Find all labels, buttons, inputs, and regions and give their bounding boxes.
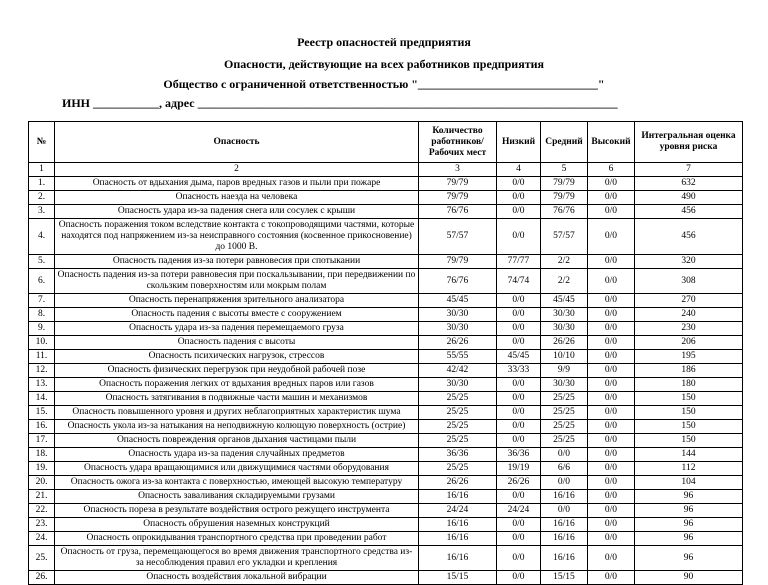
medium-risk-cell: 30/30	[541, 322, 588, 336]
low-risk-cell: 45/45	[497, 350, 541, 364]
medium-risk-cell: 45/45	[541, 294, 588, 308]
high-risk-cell: 0/0	[588, 420, 635, 434]
high-risk-cell: 0/0	[588, 546, 635, 571]
document-subtitle: Опасности, действующие на всех работников предприятия	[223, 57, 544, 71]
table-row	[29, 406, 743, 420]
row-number-cell: 15.	[29, 406, 55, 420]
hazard-name-cell: Опасность поражения током вследствие контакта с токопроводящими частями, которые находятся под напряжением из-за неисправного состояния (косвенное прикосновение) до 1000 В.	[55, 219, 419, 255]
row-number-cell: 20.	[29, 476, 55, 490]
low-risk-cell: 0/0	[497, 420, 541, 434]
hazard-name-cell: Опасность обрушения наземных конструкций	[55, 518, 419, 532]
medium-risk-cell: 76/76	[541, 205, 588, 219]
integral-risk-cell: 270	[635, 294, 743, 308]
organization-quote: "	[597, 77, 605, 91]
hazard-name-cell: Опасность перенапряжения зрительного анализатора	[55, 294, 419, 308]
worker-count-cell: 26/26	[419, 476, 497, 490]
table-row	[29, 546, 743, 571]
table-row	[29, 219, 743, 255]
low-risk-cell: 0/0	[497, 571, 541, 585]
table-row	[29, 308, 743, 322]
low-risk-cell: 19/19	[497, 462, 541, 476]
hazard-name-cell: Опасность от вдыхания дыма, паров вредных газов и пыли при пожаре	[55, 177, 419, 191]
integral-risk-cell: 96	[635, 504, 743, 518]
integral-risk-cell: 490	[635, 191, 743, 205]
table-row	[29, 255, 743, 269]
medium-risk-cell: 15/15	[541, 571, 588, 585]
inn-address-line	[62, 95, 698, 111]
table-body	[29, 177, 743, 585]
medium-risk-cell: 25/25	[541, 420, 588, 434]
column-number-cell: 7	[635, 163, 743, 177]
medium-risk-cell: 26/26	[541, 336, 588, 350]
table-row	[29, 504, 743, 518]
table-row	[29, 532, 743, 546]
integral-risk-cell: 240	[635, 308, 743, 322]
worker-count-cell: 25/25	[419, 462, 497, 476]
hazard-name-cell: Опасность удара из-за падения случайных предметов	[55, 448, 419, 462]
address-label: , адрес	[159, 96, 198, 110]
table-row	[29, 350, 743, 364]
low-risk-cell: 0/0	[497, 294, 541, 308]
worker-count-cell: 76/76	[419, 269, 497, 294]
table-row	[29, 364, 743, 378]
high-risk-cell: 0/0	[588, 490, 635, 504]
high-risk-cell: 0/0	[588, 350, 635, 364]
inn-blank: ___________	[93, 96, 160, 110]
medium-risk-cell: 16/16	[541, 490, 588, 504]
column-header-worker-count: Количество работников/ Рабочих мест	[419, 122, 497, 163]
organization-label: Общество с ограниченной ответственностью "	[163, 77, 418, 91]
integral-risk-cell: 230	[635, 322, 743, 336]
integral-risk-cell: 150	[635, 420, 743, 434]
low-risk-cell: 0/0	[497, 434, 541, 448]
worker-count-cell: 79/79	[419, 191, 497, 205]
medium-risk-cell: 25/25	[541, 434, 588, 448]
row-number-cell: 22.	[29, 504, 55, 518]
high-risk-cell: 0/0	[588, 269, 635, 294]
organization-name-blank: ______________________________	[417, 77, 598, 91]
worker-count-cell: 36/36	[419, 448, 497, 462]
row-number-cell: 12.	[29, 364, 55, 378]
medium-risk-cell: 10/10	[541, 350, 588, 364]
worker-count-cell: 30/30	[419, 308, 497, 322]
row-number-cell: 16.	[29, 420, 55, 434]
row-number-cell: 6.	[29, 269, 55, 294]
organization-line	[0, 76, 768, 92]
integral-risk-cell: 96	[635, 532, 743, 546]
integral-risk-cell: 308	[635, 269, 743, 294]
low-risk-cell: 33/33	[497, 364, 541, 378]
column-header-integral-risk: Интегральная оценка уровня риска	[635, 122, 743, 163]
high-risk-cell: 0/0	[588, 434, 635, 448]
low-risk-cell: 0/0	[497, 406, 541, 420]
medium-risk-cell: 79/79	[541, 191, 588, 205]
worker-count-cell: 16/16	[419, 532, 497, 546]
low-risk-cell: 74/74	[497, 269, 541, 294]
hazard-name-cell: Опасность укола из-за натыкания на неподвижную колющую поверхность (острие)	[55, 420, 419, 434]
hazard-name-cell: Опасность психических нагрузок, стрессов	[55, 350, 419, 364]
column-header-low: Низкий	[497, 122, 541, 163]
document-title: Реестр опасностей предприятия	[297, 35, 471, 49]
row-number-cell: 24.	[29, 532, 55, 546]
medium-risk-cell: 25/25	[541, 406, 588, 420]
worker-count-cell: 55/55	[419, 350, 497, 364]
medium-risk-cell: 0/0	[541, 504, 588, 518]
high-risk-cell: 0/0	[588, 308, 635, 322]
low-risk-cell: 0/0	[497, 191, 541, 205]
hazard-name-cell: Опасность воздействия локальной вибрации	[55, 571, 419, 585]
table-row	[29, 448, 743, 462]
medium-risk-cell: 6/6	[541, 462, 588, 476]
table-row	[29, 191, 743, 205]
hazard-name-cell: Опасность падения из-за потери равновесия при поскальзывании, при передвижении по скользким поверхностям или мокрым полам	[55, 269, 419, 294]
row-number-cell: 5.	[29, 255, 55, 269]
low-risk-cell: 0/0	[497, 177, 541, 191]
worker-count-cell: 79/79	[419, 177, 497, 191]
column-number-cell: 4	[497, 163, 541, 177]
low-risk-cell: 0/0	[497, 518, 541, 532]
high-risk-cell: 0/0	[588, 448, 635, 462]
integral-risk-cell: 144	[635, 448, 743, 462]
table-row	[29, 392, 743, 406]
medium-risk-cell: 0/0	[541, 448, 588, 462]
table-row	[29, 378, 743, 392]
high-risk-cell: 0/0	[588, 336, 635, 350]
high-risk-cell: 0/0	[588, 322, 635, 336]
row-number-cell: 7.	[29, 294, 55, 308]
worker-count-cell: 25/25	[419, 392, 497, 406]
low-risk-cell: 0/0	[497, 205, 541, 219]
integral-risk-cell: 320	[635, 255, 743, 269]
table-row	[29, 269, 743, 294]
column-header-high: Высокий	[588, 122, 635, 163]
worker-count-cell: 25/25	[419, 434, 497, 448]
integral-risk-cell: 186	[635, 364, 743, 378]
high-risk-cell: 0/0	[588, 205, 635, 219]
row-number-cell: 14.	[29, 392, 55, 406]
hazard-name-cell: Опасность от груза, перемещающегося во время движения транспортного средства из-за несоблюдения правил его укладки и крепления	[55, 546, 419, 571]
integral-risk-cell: 150	[635, 406, 743, 420]
worker-count-cell: 45/45	[419, 294, 497, 308]
low-risk-cell: 0/0	[497, 532, 541, 546]
low-risk-cell: 0/0	[497, 219, 541, 255]
hazard-name-cell: Опасность ожога из-за контакта с поверхностью, имеющей высокую температуру	[55, 476, 419, 490]
table-row	[29, 518, 743, 532]
hazard-name-cell: Опасность удара вращающимися или движущимися частями оборудования	[55, 462, 419, 476]
low-risk-cell: 26/26	[497, 476, 541, 490]
row-number-cell: 17.	[29, 434, 55, 448]
worker-count-cell: 25/25	[419, 420, 497, 434]
medium-risk-cell: 2/2	[541, 255, 588, 269]
high-risk-cell: 0/0	[588, 518, 635, 532]
row-number-cell: 11.	[29, 350, 55, 364]
table-row	[29, 434, 743, 448]
high-risk-cell: 0/0	[588, 504, 635, 518]
low-risk-cell: 0/0	[497, 322, 541, 336]
low-risk-cell: 0/0	[497, 490, 541, 504]
high-risk-cell: 0/0	[588, 177, 635, 191]
column-number-cell: 3	[419, 163, 497, 177]
column-header-number: №	[29, 122, 55, 163]
medium-risk-cell: 16/16	[541, 532, 588, 546]
table-row	[29, 420, 743, 434]
medium-risk-cell: 79/79	[541, 177, 588, 191]
integral-risk-cell: 632	[635, 177, 743, 191]
high-risk-cell: 0/0	[588, 406, 635, 420]
low-risk-cell: 0/0	[497, 336, 541, 350]
integral-risk-cell: 206	[635, 336, 743, 350]
worker-count-cell: 26/26	[419, 336, 497, 350]
high-risk-cell: 0/0	[588, 571, 635, 585]
high-risk-cell: 0/0	[588, 255, 635, 269]
low-risk-cell: 36/36	[497, 448, 541, 462]
integral-risk-cell: 150	[635, 392, 743, 406]
inn-label: ИНН	[62, 96, 94, 110]
hazard-name-cell: Опасность падения с высоты вместе с сооружением	[55, 308, 419, 322]
hazard-name-cell: Опасность затягивания в подвижные части машин и механизмов	[55, 392, 419, 406]
integral-risk-cell: 96	[635, 518, 743, 532]
worker-count-cell: 30/30	[419, 322, 497, 336]
integral-risk-cell: 104	[635, 476, 743, 490]
hazard-name-cell: Опасность удара из-за падения перемещаемого груза	[55, 322, 419, 336]
row-number-cell: 26.	[29, 571, 55, 585]
integral-risk-cell: 150	[635, 434, 743, 448]
row-number-cell: 25.	[29, 546, 55, 571]
worker-count-cell: 42/42	[419, 364, 497, 378]
high-risk-cell: 0/0	[588, 378, 635, 392]
low-risk-cell: 0/0	[497, 392, 541, 406]
medium-risk-cell: 25/25	[541, 392, 588, 406]
worker-count-cell: 16/16	[419, 518, 497, 532]
hazard-name-cell: Опасность повышенного уровня и других неблагоприятных характеристик шума	[55, 406, 419, 420]
low-risk-cell: 0/0	[497, 308, 541, 322]
high-risk-cell: 0/0	[588, 532, 635, 546]
medium-risk-cell: 16/16	[541, 518, 588, 532]
column-number-cell: 1	[29, 163, 55, 177]
column-number-cell: 5	[541, 163, 588, 177]
row-number-cell: 4.	[29, 219, 55, 255]
hazard-name-cell: Опасность пореза в результате воздействия острого режущего инструмента	[55, 504, 419, 518]
row-number-cell: 1.	[29, 177, 55, 191]
row-number-cell: 9.	[29, 322, 55, 336]
column-number-cell: 2	[55, 163, 419, 177]
high-risk-cell: 0/0	[588, 191, 635, 205]
row-number-cell: 3.	[29, 205, 55, 219]
low-risk-cell: 24/24	[497, 504, 541, 518]
worker-count-cell: 16/16	[419, 490, 497, 504]
worker-count-cell: 57/57	[419, 219, 497, 255]
address-blank: ______________________________________________________________________	[197, 96, 618, 110]
integral-risk-cell: 90	[635, 571, 743, 585]
worker-count-cell: 24/24	[419, 504, 497, 518]
row-number-cell: 23.	[29, 518, 55, 532]
medium-risk-cell: 9/9	[541, 364, 588, 378]
hazard-name-cell: Опасность падения из-за потери равновесия при спотыкании	[55, 255, 419, 269]
worker-count-cell: 15/15	[419, 571, 497, 585]
worker-count-cell: 76/76	[419, 205, 497, 219]
integral-risk-cell: 456	[635, 219, 743, 255]
row-number-cell: 21.	[29, 490, 55, 504]
table-header-row	[29, 122, 743, 163]
table-row	[29, 476, 743, 490]
row-number-cell: 19.	[29, 462, 55, 476]
medium-risk-cell: 30/30	[541, 378, 588, 392]
medium-risk-cell: 2/2	[541, 269, 588, 294]
integral-risk-cell: 456	[635, 205, 743, 219]
medium-risk-cell: 57/57	[541, 219, 588, 255]
hazard-name-cell: Опасность опрокидывания транспортного средства при проведении работ	[55, 532, 419, 546]
worker-count-cell: 25/25	[419, 406, 497, 420]
hazard-name-cell: Опасность удара из-за падения снега или сосулек с крыши	[55, 205, 419, 219]
integral-risk-cell: 112	[635, 462, 743, 476]
hazard-register-table	[28, 121, 743, 585]
table-row	[29, 490, 743, 504]
medium-risk-cell: 16/16	[541, 546, 588, 571]
integral-risk-cell: 195	[635, 350, 743, 364]
table-row	[29, 294, 743, 308]
table-row	[29, 205, 743, 219]
table-row	[29, 462, 743, 476]
worker-count-cell: 30/30	[419, 378, 497, 392]
medium-risk-cell: 0/0	[541, 476, 588, 490]
integral-risk-cell: 96	[635, 546, 743, 571]
column-header-hazard: Опасность	[55, 122, 419, 163]
hazard-name-cell: Опасность наезда на человека	[55, 191, 419, 205]
low-risk-cell: 0/0	[497, 378, 541, 392]
hazard-name-cell: Опасность физических перегрузок при неудобной рабочей позе	[55, 364, 419, 378]
row-number-cell: 10.	[29, 336, 55, 350]
worker-count-cell: 79/79	[419, 255, 497, 269]
low-risk-cell: 77/77	[497, 255, 541, 269]
hazard-name-cell: Опасность падения с высоты	[55, 336, 419, 350]
integral-risk-cell: 96	[635, 490, 743, 504]
high-risk-cell: 0/0	[588, 294, 635, 308]
worker-count-cell: 16/16	[419, 546, 497, 571]
hazard-name-cell: Опасность поражения легких от вдыхания вредных паров или газов	[55, 378, 419, 392]
column-header-medium: Средний	[541, 122, 588, 163]
medium-risk-cell: 30/30	[541, 308, 588, 322]
table-row	[29, 322, 743, 336]
high-risk-cell: 0/0	[588, 462, 635, 476]
high-risk-cell: 0/0	[588, 219, 635, 255]
table-row	[29, 177, 743, 191]
column-number-cell: 6	[588, 163, 635, 177]
high-risk-cell: 0/0	[588, 476, 635, 490]
row-number-cell: 18.	[29, 448, 55, 462]
high-risk-cell: 0/0	[588, 364, 635, 378]
high-risk-cell: 0/0	[588, 392, 635, 406]
row-number-cell: 2.	[29, 191, 55, 205]
hazard-name-cell: Опасность заваливания складируемыми грузами	[55, 490, 419, 504]
table-row	[29, 571, 743, 585]
column-number-row	[29, 163, 743, 177]
table-row	[29, 336, 743, 350]
low-risk-cell: 0/0	[497, 546, 541, 571]
row-number-cell: 8.	[29, 308, 55, 322]
row-number-cell: 13.	[29, 378, 55, 392]
integral-risk-cell: 180	[635, 378, 743, 392]
hazard-name-cell: Опасность повреждения органов дыхания частицами пыли	[55, 434, 419, 448]
document-header	[0, 0, 768, 111]
